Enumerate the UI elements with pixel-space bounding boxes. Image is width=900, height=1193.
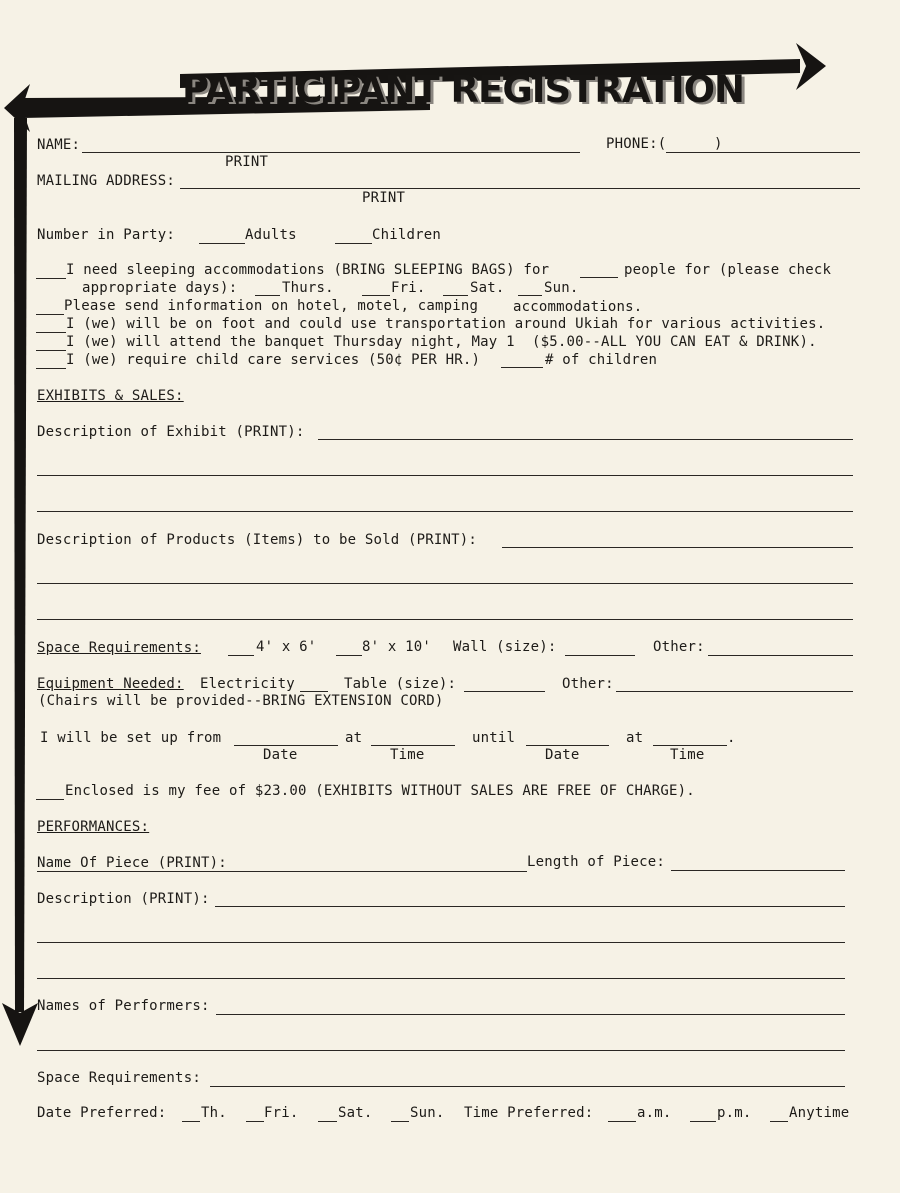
pref-am-check[interactable] — [608, 1121, 636, 1122]
equipment-other-field[interactable] — [616, 691, 853, 692]
setup-time-caption: Time — [390, 747, 425, 763]
pref-th-check[interactable] — [182, 1121, 200, 1122]
sleeping-text: I need sleeping accommodations (BRING SLEEPING BAGS) for — [66, 262, 550, 278]
adults-count-field[interactable] — [199, 243, 245, 244]
down-arrow-shaft — [14, 118, 27, 1012]
name-label: NAME: — [37, 137, 81, 153]
accommodations-text: accommodations. — [513, 299, 643, 315]
wall-size-label: Wall (size): — [453, 639, 557, 655]
pref-am-label: a.m. — [637, 1105, 672, 1121]
equipment-other-label: Other: — [562, 676, 614, 692]
appropriate-days-text: appropriate days): — [82, 280, 238, 296]
sat-label: Sat. — [470, 280, 505, 296]
products-description-line-2[interactable] — [37, 583, 853, 584]
children-label: Children — [372, 227, 442, 243]
space-8x10-check[interactable] — [336, 655, 362, 656]
thurs-check[interactable] — [255, 295, 280, 296]
until-at-label: at — [626, 730, 644, 746]
piece-length-label: Length of Piece: — [527, 854, 666, 870]
until-date-field[interactable] — [526, 745, 609, 746]
info-check[interactable] — [36, 314, 64, 315]
until-date-caption: Date — [545, 747, 580, 763]
exhibits-heading: EXHIBITS & SALES: — [37, 388, 184, 404]
foot-text: I (we) will be on foot and could use transportation around Ukiah for various activities. — [66, 316, 826, 332]
setup-date-caption: Date — [263, 747, 298, 763]
performance-description-label: Description (PRINT): — [37, 891, 210, 907]
sat-check[interactable] — [443, 295, 468, 296]
pref-th-label: Th. — [201, 1105, 227, 1121]
fee-text: Enclosed is my fee of $23.00 (EXHIBITS WITHOUT SALES ARE FREE OF CHARGE). — [65, 783, 695, 799]
space-4x6-check[interactable] — [228, 655, 254, 656]
space-8x10-label: 8' x 10' — [362, 639, 432, 655]
wall-size-field[interactable] — [565, 655, 635, 656]
setup-from-time-field[interactable] — [371, 745, 455, 746]
banquet-check[interactable] — [36, 350, 66, 351]
products-description-field[interactable] — [502, 547, 853, 548]
pref-anytime-check[interactable] — [770, 1121, 788, 1122]
phone-field[interactable] — [666, 152, 860, 153]
exhibit-description-label: Description of Exhibit (PRINT): — [37, 424, 305, 440]
right-arrowhead — [796, 43, 826, 90]
performers-label: Names of Performers: — [37, 998, 210, 1014]
fri-label: Fri. — [391, 280, 426, 296]
pref-sat-check[interactable] — [318, 1121, 337, 1122]
fri-check[interactable] — [362, 295, 390, 296]
pref-sat-label: Sat. — [338, 1105, 373, 1121]
exhibit-description-line-2[interactable] — [37, 475, 853, 476]
pref-pm-label: p.m. — [717, 1105, 752, 1121]
pref-sun-check[interactable] — [391, 1121, 409, 1122]
mailing-address-field[interactable] — [180, 188, 860, 189]
table-size-label: Table (size): — [344, 676, 457, 692]
setup-from-date-field[interactable] — [234, 745, 338, 746]
electricity-label: Electricity — [200, 676, 295, 692]
pref-fri-check[interactable] — [246, 1121, 264, 1122]
fee-check[interactable] — [36, 799, 64, 800]
space-other-field[interactable] — [708, 655, 853, 656]
childcare-text: I (we) require child care services (50¢ PER HR.) — [66, 352, 481, 368]
piece-name-field[interactable] — [37, 871, 527, 872]
form-title: PARTICIPANT REGISTRATION — [182, 68, 745, 111]
pref-sun-label: Sun. — [410, 1105, 445, 1121]
sleeping-people-field[interactable] — [580, 277, 618, 278]
mailing-print-caption: PRINT — [362, 190, 406, 206]
children-number-label: # of children — [545, 352, 658, 368]
adults-label: Adults — [245, 227, 297, 243]
space-requirements-label: Space Requirements: — [37, 640, 201, 656]
name-field[interactable] — [82, 152, 580, 153]
date-preferred-label: Date Preferred: — [37, 1105, 167, 1121]
performances-heading: PERFORMANCES: — [37, 819, 150, 835]
until-label: until — [472, 730, 516, 746]
pref-fri-label: Fri. — [264, 1105, 299, 1121]
name-print-caption: PRINT — [225, 154, 269, 170]
piece-name-label: Name Of Piece (PRINT): — [37, 855, 227, 871]
equipment-label: Equipment Needed: — [37, 676, 184, 692]
time-preferred-label: Time Preferred: — [464, 1105, 594, 1121]
people-for-text: people for (please check — [624, 262, 832, 278]
party-label: Number in Party: — [37, 227, 176, 243]
performance-space-label: Space Requirements: — [37, 1070, 201, 1086]
performers-line-2[interactable] — [37, 1050, 845, 1051]
table-size-field[interactable] — [464, 691, 545, 692]
setup-period: . — [727, 730, 736, 746]
products-description-line-3[interactable] — [37, 619, 853, 620]
space-4x6-label: 4' x 6' — [256, 639, 317, 655]
banquet-text: I (we) will attend the banquet Thursday night, May 1 ($5.00--ALL YOU CAN EAT & DRINK). — [66, 334, 817, 350]
space-other-label: Other: — [653, 639, 705, 655]
sleeping-check[interactable] — [36, 278, 66, 279]
mailing-address-label: MAILING ADDRESS: — [37, 173, 176, 189]
setup-at-label: at — [345, 730, 363, 746]
performers-field[interactable] — [216, 1014, 845, 1015]
until-time-caption: Time — [670, 747, 705, 763]
exhibit-description-line-3[interactable] — [37, 511, 853, 512]
performance-space-field[interactable] — [210, 1086, 845, 1087]
until-time-field[interactable] — [653, 745, 727, 746]
products-description-label: Description of Products (Items) to be Sold (PRINT): — [37, 532, 478, 548]
info-text: Please send information on hotel, motel, camping — [64, 298, 479, 314]
children-number-field[interactable] — [501, 367, 543, 368]
thurs-label: Thurs. — [282, 280, 334, 296]
chairs-note: (Chairs will be provided--BRING EXTENSION CORD) — [38, 693, 444, 709]
pref-pm-check[interactable] — [690, 1121, 716, 1122]
phone-label: PHONE:( — [606, 136, 667, 152]
pref-anytime-label: Anytime — [789, 1105, 850, 1121]
piece-length-field[interactable] — [671, 870, 845, 871]
foot-check[interactable] — [36, 332, 66, 333]
childcare-check[interactable] — [36, 368, 66, 369]
phone-close-paren: ) — [714, 136, 723, 152]
performance-description-line-2[interactable] — [37, 942, 845, 943]
performance-description-line-3[interactable] — [37, 978, 845, 979]
exhibit-description-field[interactable] — [318, 439, 853, 440]
sun-check[interactable] — [518, 295, 542, 296]
electricity-check[interactable] — [300, 691, 328, 692]
children-count-field[interactable] — [335, 243, 372, 244]
sun-label: Sun. — [544, 280, 579, 296]
setup-from-label: I will be set up from — [40, 730, 222, 746]
performance-description-field[interactable] — [215, 906, 845, 907]
